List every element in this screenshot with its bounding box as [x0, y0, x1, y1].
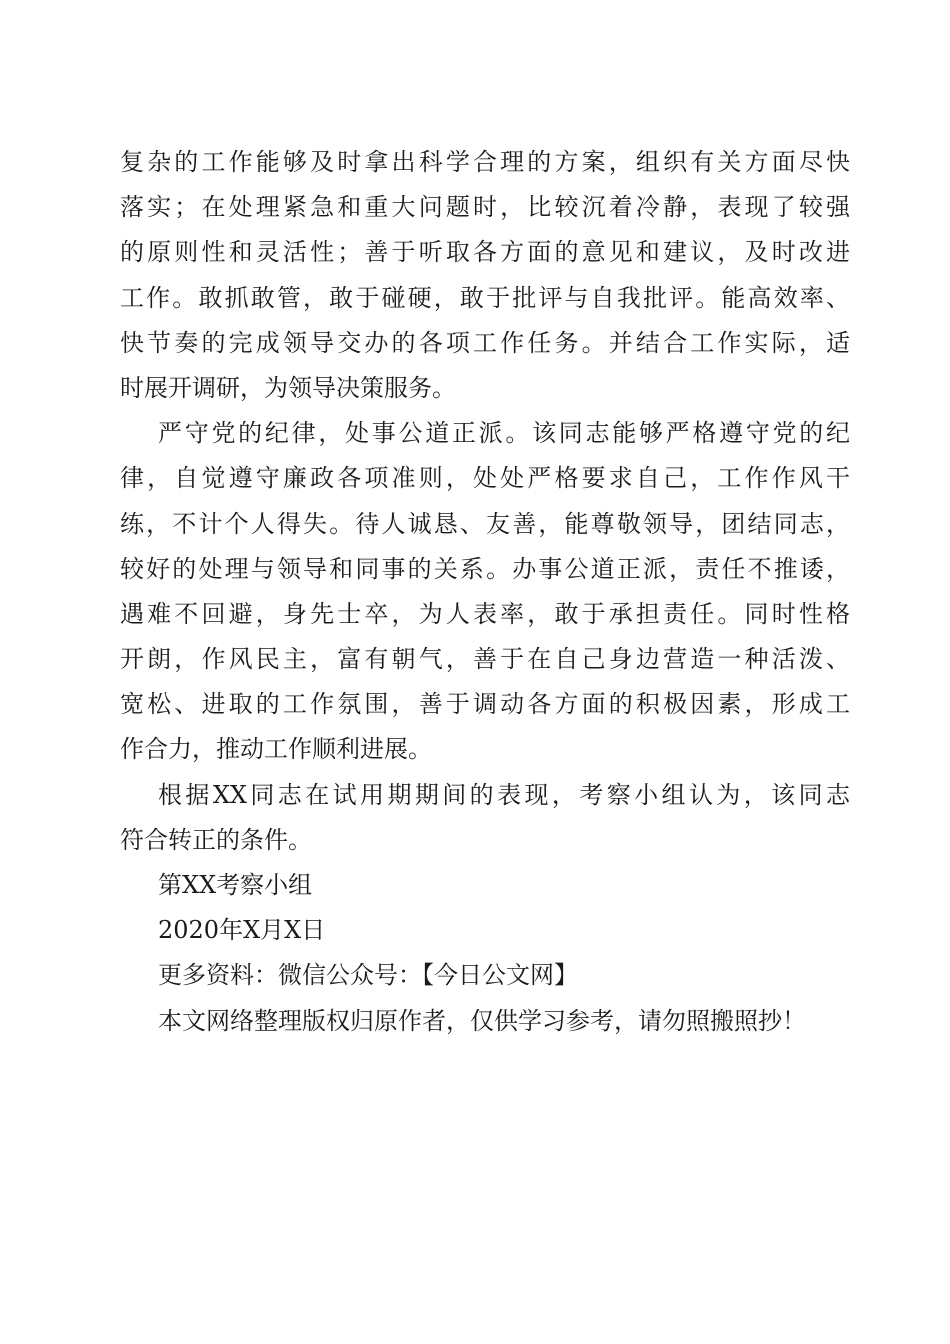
paragraph-3-line-2: 符合转正的条件。 [120, 825, 312, 854]
paragraph-2-line-3: 练，不计个人得失。待人诚恳、友善，能尊敬领导，团结同志， [120, 509, 850, 538]
paragraph-2-line-5: 遇难不回避，身先士卒，为人表率，敢于承担责任。同时性格 [120, 599, 850, 628]
disclaimer: 本文网络整理版权归原作者，仅供学习参考，请勿照搬照抄！ [158, 1006, 806, 1035]
paragraph-1-line-5: 快节奏的完成领导交办的各项工作任务。并结合工作实际，适 [120, 328, 850, 357]
paragraph-2-line-7: 宽松、进取的工作氛围，善于调动各方面的积极因素，形成工 [120, 690, 850, 719]
paragraph-2-line-2: 律，自觉遵守廉政各项准则，处处严格要求自己，工作作风干 [120, 464, 850, 493]
paragraph-1-line-2: 落实；在处理紧急和重大问题时，比较沉着冷静，表现了较强 [120, 193, 850, 222]
date: 2020年X月X日 [158, 916, 326, 945]
paragraph-1-line-6: 时展开调研，为领导决策服务。 [120, 373, 456, 402]
more-info: 更多资料：微信公众号：【今日公文网】 [158, 961, 578, 990]
document-body [120, 140, 850, 1044]
paragraph-2-line-8: 作合力，推动工作顺利进展。 [120, 735, 432, 764]
paragraph-2-line-6: 开朗，作风民主，富有朝气，善于在自己身边营造一种活泼、 [120, 645, 850, 674]
signature: 第XX考察小组 [158, 871, 313, 899]
paragraph-1-line-3: 的原则性和灵活性；善于听取各方面的意见和建议，及时改进 [120, 238, 850, 267]
paragraph-2-line-1: 严守党的纪律，处事公道正派。该同志能够严格遵守党的纪 [158, 419, 850, 448]
paragraph-3-line-1: 根据XX同志在试用期期间的表现，考察小组认为，该同志 [158, 780, 850, 809]
paragraph-2-line-4: 较好的处理与领导和同事的关系。办事公道正派，责任不推诿， [120, 554, 850, 583]
paragraph-1-line-4: 工作。敢抓敢管，敢于碰硬，敢于批评与自我批评。能高效率、 [120, 283, 850, 312]
paragraph-1-line-1: 复杂的工作能够及时拿出科学合理的方案，组织有关方面尽快 [120, 148, 850, 176]
